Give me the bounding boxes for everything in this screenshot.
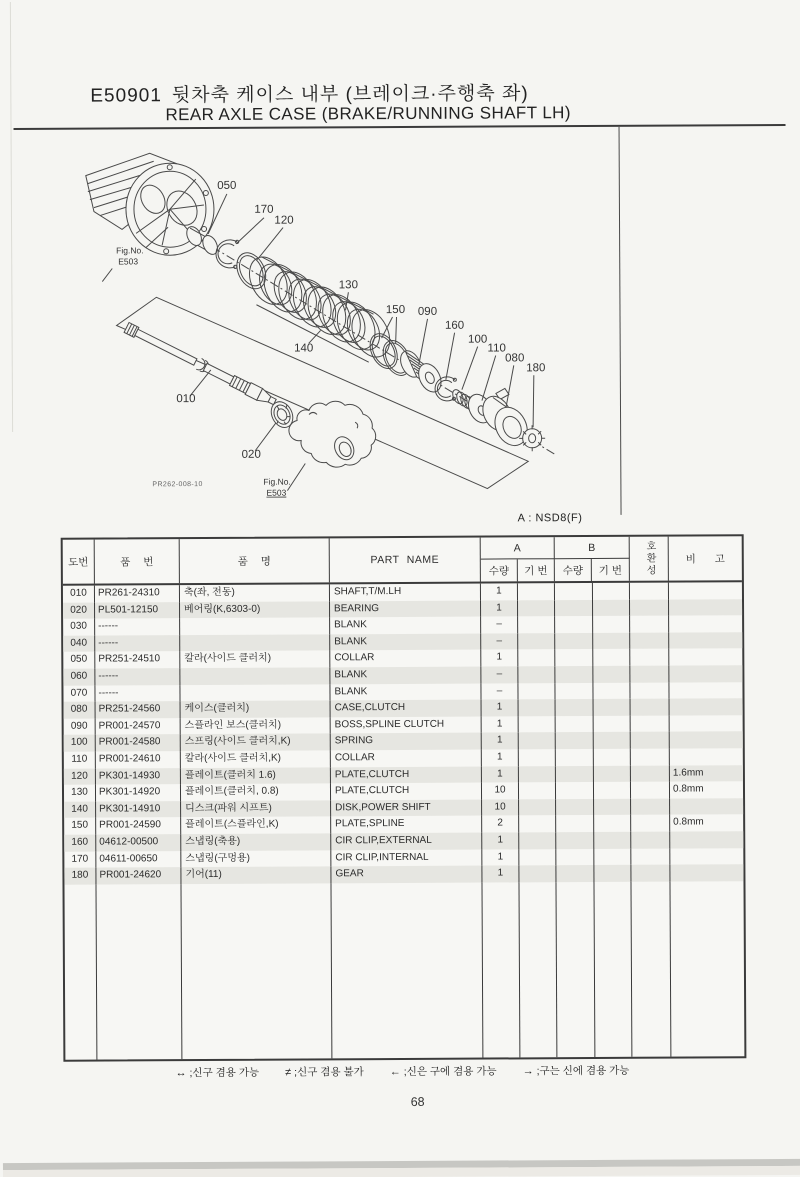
both-arrow-icon: ↔ (175, 1067, 187, 1080)
part-snap-ring-170 (216, 240, 239, 269)
cell-part_name: DISK,POWER SHIFT (331, 799, 482, 816)
cell-remark (669, 599, 742, 616)
cell-qty_a: 1 (482, 766, 519, 783)
cell-serial_b (593, 649, 630, 666)
title-korean-text: 뒷차축 케이스 내부 (브레이크·주행축 좌) (171, 83, 529, 107)
cell-ref: 030 (63, 619, 95, 636)
cell-remark (669, 665, 742, 682)
cell-compat (631, 831, 670, 848)
scan-fold-line (10, 2, 13, 432)
cell-qty_b (555, 649, 593, 666)
header-serial-b: 기 번 (592, 559, 630, 581)
cell-compat (631, 715, 670, 732)
cell-name_ko (180, 634, 330, 651)
cell-name_ko: 디스크(파워 시프트) (181, 800, 331, 817)
cell-part_no: PK301-14920 (96, 784, 181, 801)
cell-serial_b (594, 865, 631, 882)
cell-part_no: ------ (95, 635, 180, 652)
cell-serial_b (594, 716, 631, 733)
header-part-name: PART NAME (330, 538, 481, 583)
cell-qty_b (556, 832, 594, 849)
cell-qty_b (556, 782, 594, 799)
cell-qty_a: 1 (482, 733, 519, 750)
cell-qty_a: 1 (482, 716, 519, 733)
cell-serial_b (593, 633, 630, 650)
cell-serial_a (519, 815, 556, 832)
page-title-english: REAR AXLE CASE (BRAKE/RUNNING SHAFT LH) (165, 103, 571, 125)
cell-part_no: PR261-24310 (95, 585, 180, 602)
cell-compat (631, 848, 670, 865)
cell-ref: 040 (63, 635, 95, 652)
cell-name_ko: 기어(11) (181, 866, 331, 883)
axle-case-cover (289, 401, 376, 467)
cell-ref: 140 (64, 801, 96, 818)
cell-compat (631, 865, 670, 882)
cell-remark (669, 632, 742, 649)
cell-part_no: PR001-24570 (96, 718, 181, 735)
cell-compat (630, 666, 669, 683)
cell-qty_b (556, 699, 594, 716)
table-header (63, 536, 742, 586)
cell-remark (670, 732, 743, 749)
cell-part_no: 04612-00500 (96, 834, 181, 851)
part-clutch-plate-stack (242, 250, 397, 364)
cell-ref: 110 (64, 752, 96, 769)
cell-compat (631, 798, 670, 815)
cell-serial_a (519, 716, 556, 733)
cell-compat (630, 632, 669, 649)
cell-qty_b (556, 732, 594, 749)
cell-part_name: SHAFT,T/M.LH (330, 584, 481, 601)
cell-name_ko: 칼라(사이드 클러치) (180, 651, 330, 668)
cell-part_name: BLANK (330, 617, 481, 634)
cell-serial_a (519, 799, 556, 816)
cell-remark (670, 748, 743, 765)
fig-ref-bottom-code: E503 (266, 487, 287, 498)
empty-cell (482, 882, 520, 1058)
cell-part_no: ------ (95, 618, 180, 635)
cell-qty_a: 2 (482, 816, 519, 833)
cell-ref: 130 (64, 785, 96, 802)
section-code: E50901 (90, 85, 162, 107)
cell-part_name: PLATE,CLUTCH (331, 766, 482, 783)
cell-qty_b (556, 848, 594, 865)
cell-compat (631, 749, 670, 766)
cell-qty_b (555, 683, 593, 700)
cell-part_name: BLANK (330, 683, 481, 700)
cell-ref: 010 (63, 586, 95, 603)
cell-qty_b (556, 799, 594, 816)
callout-110: 110 (487, 342, 506, 355)
legend-text: ;신은 구에 겸용 가능 (403, 1065, 497, 1078)
cell-ref: 180 (64, 868, 96, 885)
cell-qty_b (556, 815, 594, 832)
cell-ref: 070 (63, 685, 95, 702)
cell-serial_b (593, 682, 630, 699)
header-b: B (555, 537, 630, 559)
cell-part_no: PR251-24560 (96, 701, 181, 718)
cell-part_no: 04611-00650 (96, 851, 181, 868)
cell-serial_b (593, 583, 630, 600)
cell-name_ko: 플레이트(스플라인,K) (181, 817, 331, 834)
cell-compat (630, 649, 669, 666)
empty-cell (64, 884, 97, 1059)
fig-ref-top-label: Fig.No. (116, 245, 144, 256)
cell-ref: 020 (63, 602, 95, 619)
cell-name_ko: 스프링(사이드 클러치,K) (181, 734, 331, 751)
cell-compat (631, 732, 670, 749)
cell-part_name: COLLAR (331, 750, 482, 767)
cell-remark: 0.8mm (672, 783, 704, 795)
cell-qty_b (556, 766, 594, 783)
cell-remark (669, 615, 742, 632)
cell-name_ko (180, 667, 330, 684)
cell-ref: 120 (64, 768, 96, 785)
cell-serial_b (594, 848, 631, 865)
exploded-diagram (58, 139, 620, 525)
callout-180: 180 (526, 362, 546, 375)
cell-qty_a: – (481, 617, 518, 634)
cell-part_no: PR001-24590 (96, 817, 181, 834)
cell-part_no: PR001-24580 (96, 734, 181, 751)
cell-part_name: CASE,CLUTCH (331, 700, 482, 717)
cell-part_name: SPRING (331, 733, 482, 750)
callout-150: 150 (385, 303, 406, 317)
compatibility-legend (2, 1062, 800, 1081)
legend-item (175, 1065, 259, 1080)
table-body (63, 582, 744, 1060)
callout-140: 140 (294, 342, 314, 355)
cell-compat (630, 616, 669, 633)
header-qty-a: 수량 (481, 559, 518, 581)
cell-serial_a (519, 832, 556, 849)
cell-serial_b (594, 832, 631, 849)
cell-serial_a (519, 782, 556, 799)
cell-serial_b (594, 815, 631, 832)
fig-ref-top-code: E503 (118, 256, 139, 267)
title-rule (14, 124, 786, 130)
cell-part_name: BOSS,SPLINE CLUTCH (331, 716, 482, 733)
cell-name_ko: 스냅링(축용) (181, 833, 331, 850)
part-plate-120 (231, 248, 271, 294)
header-part-no: 품 번 (95, 539, 180, 583)
cell-qty_b (556, 749, 594, 766)
cell-name_ko: 베어링(K,6303-0) (180, 601, 330, 618)
cell-ref: 160 (64, 835, 96, 852)
cell-serial_b (594, 765, 631, 782)
cell-qty_a: 1 (481, 600, 518, 617)
cell-ref: 150 (64, 818, 96, 835)
header-serial-a: 기 번 (518, 559, 555, 581)
cell-serial_a (518, 600, 555, 617)
cell-part_no: PK301-14910 (96, 801, 181, 818)
cell-remark (669, 682, 742, 699)
empty-cell (519, 882, 557, 1058)
cell-qty_a: 1 (482, 700, 519, 717)
header-group-b (555, 537, 630, 581)
empty-cell (594, 881, 632, 1057)
cell-qty_a: 1 (481, 650, 518, 667)
cell-qty_a: 1 (481, 583, 518, 600)
header-group-a (481, 537, 555, 581)
empty-cell (96, 884, 182, 1060)
cell-part_no: PL501-12150 (95, 602, 180, 619)
legend-item (285, 1064, 364, 1079)
cell-serial_a (518, 683, 555, 700)
cell-compat (631, 782, 670, 799)
cell-remark (670, 698, 743, 715)
cell-ref: 050 (63, 652, 95, 669)
cell-serial_a (518, 583, 555, 600)
cell-qty_a: 1 (482, 849, 519, 866)
callout-130: 130 (338, 279, 358, 292)
cell-part_no: ------ (95, 668, 180, 685)
page-number: 68 (410, 1094, 425, 1109)
cell-ref: 170 (64, 851, 96, 868)
callout-100: 100 (468, 333, 488, 346)
cell-part_name: COLLAR (330, 650, 481, 667)
cell-part_name: PLATE,CLUTCH (331, 783, 482, 800)
not-equal-icon: ≠ (285, 1066, 292, 1079)
cell-remark (670, 715, 743, 732)
cell-remark (670, 848, 743, 865)
cell-serial_b (594, 732, 631, 749)
cell-name_ko: 플레이트(클러치, 0.8) (181, 783, 331, 800)
cell-qty_a: 1 (482, 832, 519, 849)
cell-qty_b (555, 600, 593, 617)
cell-ref: 090 (64, 718, 96, 735)
cell-remark (670, 798, 743, 815)
cell-serial_a (519, 766, 556, 783)
cell-remark: 1.6mm (672, 766, 704, 779)
cell-serial_a (518, 633, 555, 650)
cell-compat (631, 699, 670, 716)
callout-020: 020 (241, 448, 261, 461)
cell-serial_a (519, 699, 556, 716)
cell-serial_a (519, 849, 556, 866)
drawing-code: PR262-008-10 (152, 481, 203, 489)
cell-part_name: PLATE,SPLINE (331, 816, 482, 833)
cell-part_name: CIR CLIP,EXTERNAL (331, 832, 482, 849)
cell-serial_a (518, 666, 555, 683)
header-qty-b: 수량 (555, 559, 592, 581)
cell-name_ko: 스플라인 보스(클러치) (181, 717, 331, 734)
cell-serial_a (519, 733, 556, 750)
left-arrow-icon: ← (389, 1066, 401, 1079)
cell-remark (670, 831, 743, 848)
cell-part_name: CIR CLIP,INTERNAL (331, 849, 482, 866)
cell-serial_b (594, 799, 631, 816)
cell-compat (630, 583, 669, 600)
header-compatibility: 호환성 (630, 537, 669, 581)
cell-qty_b (556, 716, 594, 733)
cell-part_name: BLANK (330, 633, 481, 650)
cell-remark (669, 649, 742, 666)
cell-compat (631, 765, 670, 782)
cell-part_no: PK301-14930 (96, 768, 181, 785)
cell-qty_b (555, 633, 593, 650)
cell-part_no: PR001-24620 (96, 867, 181, 884)
cell-part_no: PR001-24610 (96, 751, 181, 768)
cell-part_name: BLANK (330, 667, 481, 684)
cell-qty_b (555, 583, 593, 600)
cell-remark: 0.8mm (673, 816, 704, 828)
part-shaft-010 (124, 322, 278, 408)
legend-item (523, 1063, 630, 1079)
cell-serial_b (593, 599, 630, 616)
empty-cell (181, 883, 332, 1059)
empty-cell (670, 881, 744, 1057)
cell-qty_a: – (481, 683, 518, 700)
cell-serial_b (594, 699, 631, 716)
header-name-korean: 품 명 (180, 538, 330, 583)
callout-010: 010 (176, 393, 196, 406)
cell-remark (669, 582, 742, 599)
callout-170: 170 (254, 203, 274, 216)
callout-120: 120 (274, 214, 294, 227)
cell-qty_a: 10 (482, 783, 519, 800)
legend-text: ;구는 신에 겸용 가능 (536, 1064, 630, 1078)
cell-serial_b (593, 616, 630, 633)
cell-qty_a: 10 (482, 799, 519, 816)
callout-080: 080 (505, 352, 525, 365)
cell-ref: 060 (63, 669, 95, 686)
cell-ref: 100 (64, 735, 96, 752)
cell-name_ko: 축(좌, 전동) (180, 584, 330, 601)
legend-text: ;신구 겸용 가능 (189, 1066, 260, 1080)
parts-table (61, 534, 747, 1062)
cell-compat (630, 682, 669, 699)
model-variant-note: A : NSD8(F) (517, 512, 583, 525)
cell-part_no: ------ (95, 685, 180, 702)
legend-item (390, 1064, 497, 1080)
cell-qty_a: – (481, 633, 518, 650)
cell-qty_b (555, 666, 593, 683)
empty-cell (556, 882, 595, 1058)
cell-qty_b (556, 865, 594, 882)
cell-name_ko (180, 684, 330, 701)
cell-part_name: BEARING (330, 600, 481, 617)
cell-serial_a (519, 749, 556, 766)
callout-160: 160 (444, 319, 465, 332)
cell-ref: 080 (64, 702, 96, 719)
header-ref-no: 도번 (63, 540, 95, 584)
cell-qty_a: – (481, 666, 518, 683)
cell-serial_b (594, 782, 631, 799)
table-empty-area (64, 881, 744, 1060)
cell-remark (670, 864, 743, 881)
right-arrow-icon: → (522, 1065, 534, 1078)
cell-compat (630, 599, 669, 616)
cell-part_name: GEAR (331, 866, 482, 883)
cell-serial_a (519, 865, 556, 882)
cell-qty_a: 1 (482, 749, 519, 766)
cell-serial_b (594, 749, 631, 766)
legend-text: ;신구 겸용 불가 (294, 1066, 364, 1079)
cell-qty_a: 1 (482, 865, 519, 882)
cell-name_ko: 플레이트(클러치 1.6) (181, 767, 331, 784)
cell-compat (631, 815, 670, 832)
callout-090: 090 (417, 305, 438, 318)
header-remarks: 비 고 (685, 552, 725, 566)
cell-serial_a (518, 650, 555, 667)
cell-name_ko (180, 618, 330, 635)
empty-cell (631, 881, 671, 1057)
cell-serial_a (518, 616, 555, 633)
cell-name_ko: 케이스(클러치) (181, 701, 331, 718)
cell-part_no: PR251-24510 (95, 652, 180, 669)
cell-name_ko: 칼라(사이드 클러치,K) (181, 750, 331, 767)
callout-050: 050 (217, 179, 237, 192)
fig-ref-bottom-label: Fig.No. (263, 476, 291, 487)
cell-qty_b (555, 616, 593, 633)
empty-cell (331, 882, 483, 1058)
header-a: A (481, 537, 555, 559)
cell-name_ko: 스냅링(구멍용) (181, 850, 331, 867)
cell-serial_b (593, 666, 630, 683)
